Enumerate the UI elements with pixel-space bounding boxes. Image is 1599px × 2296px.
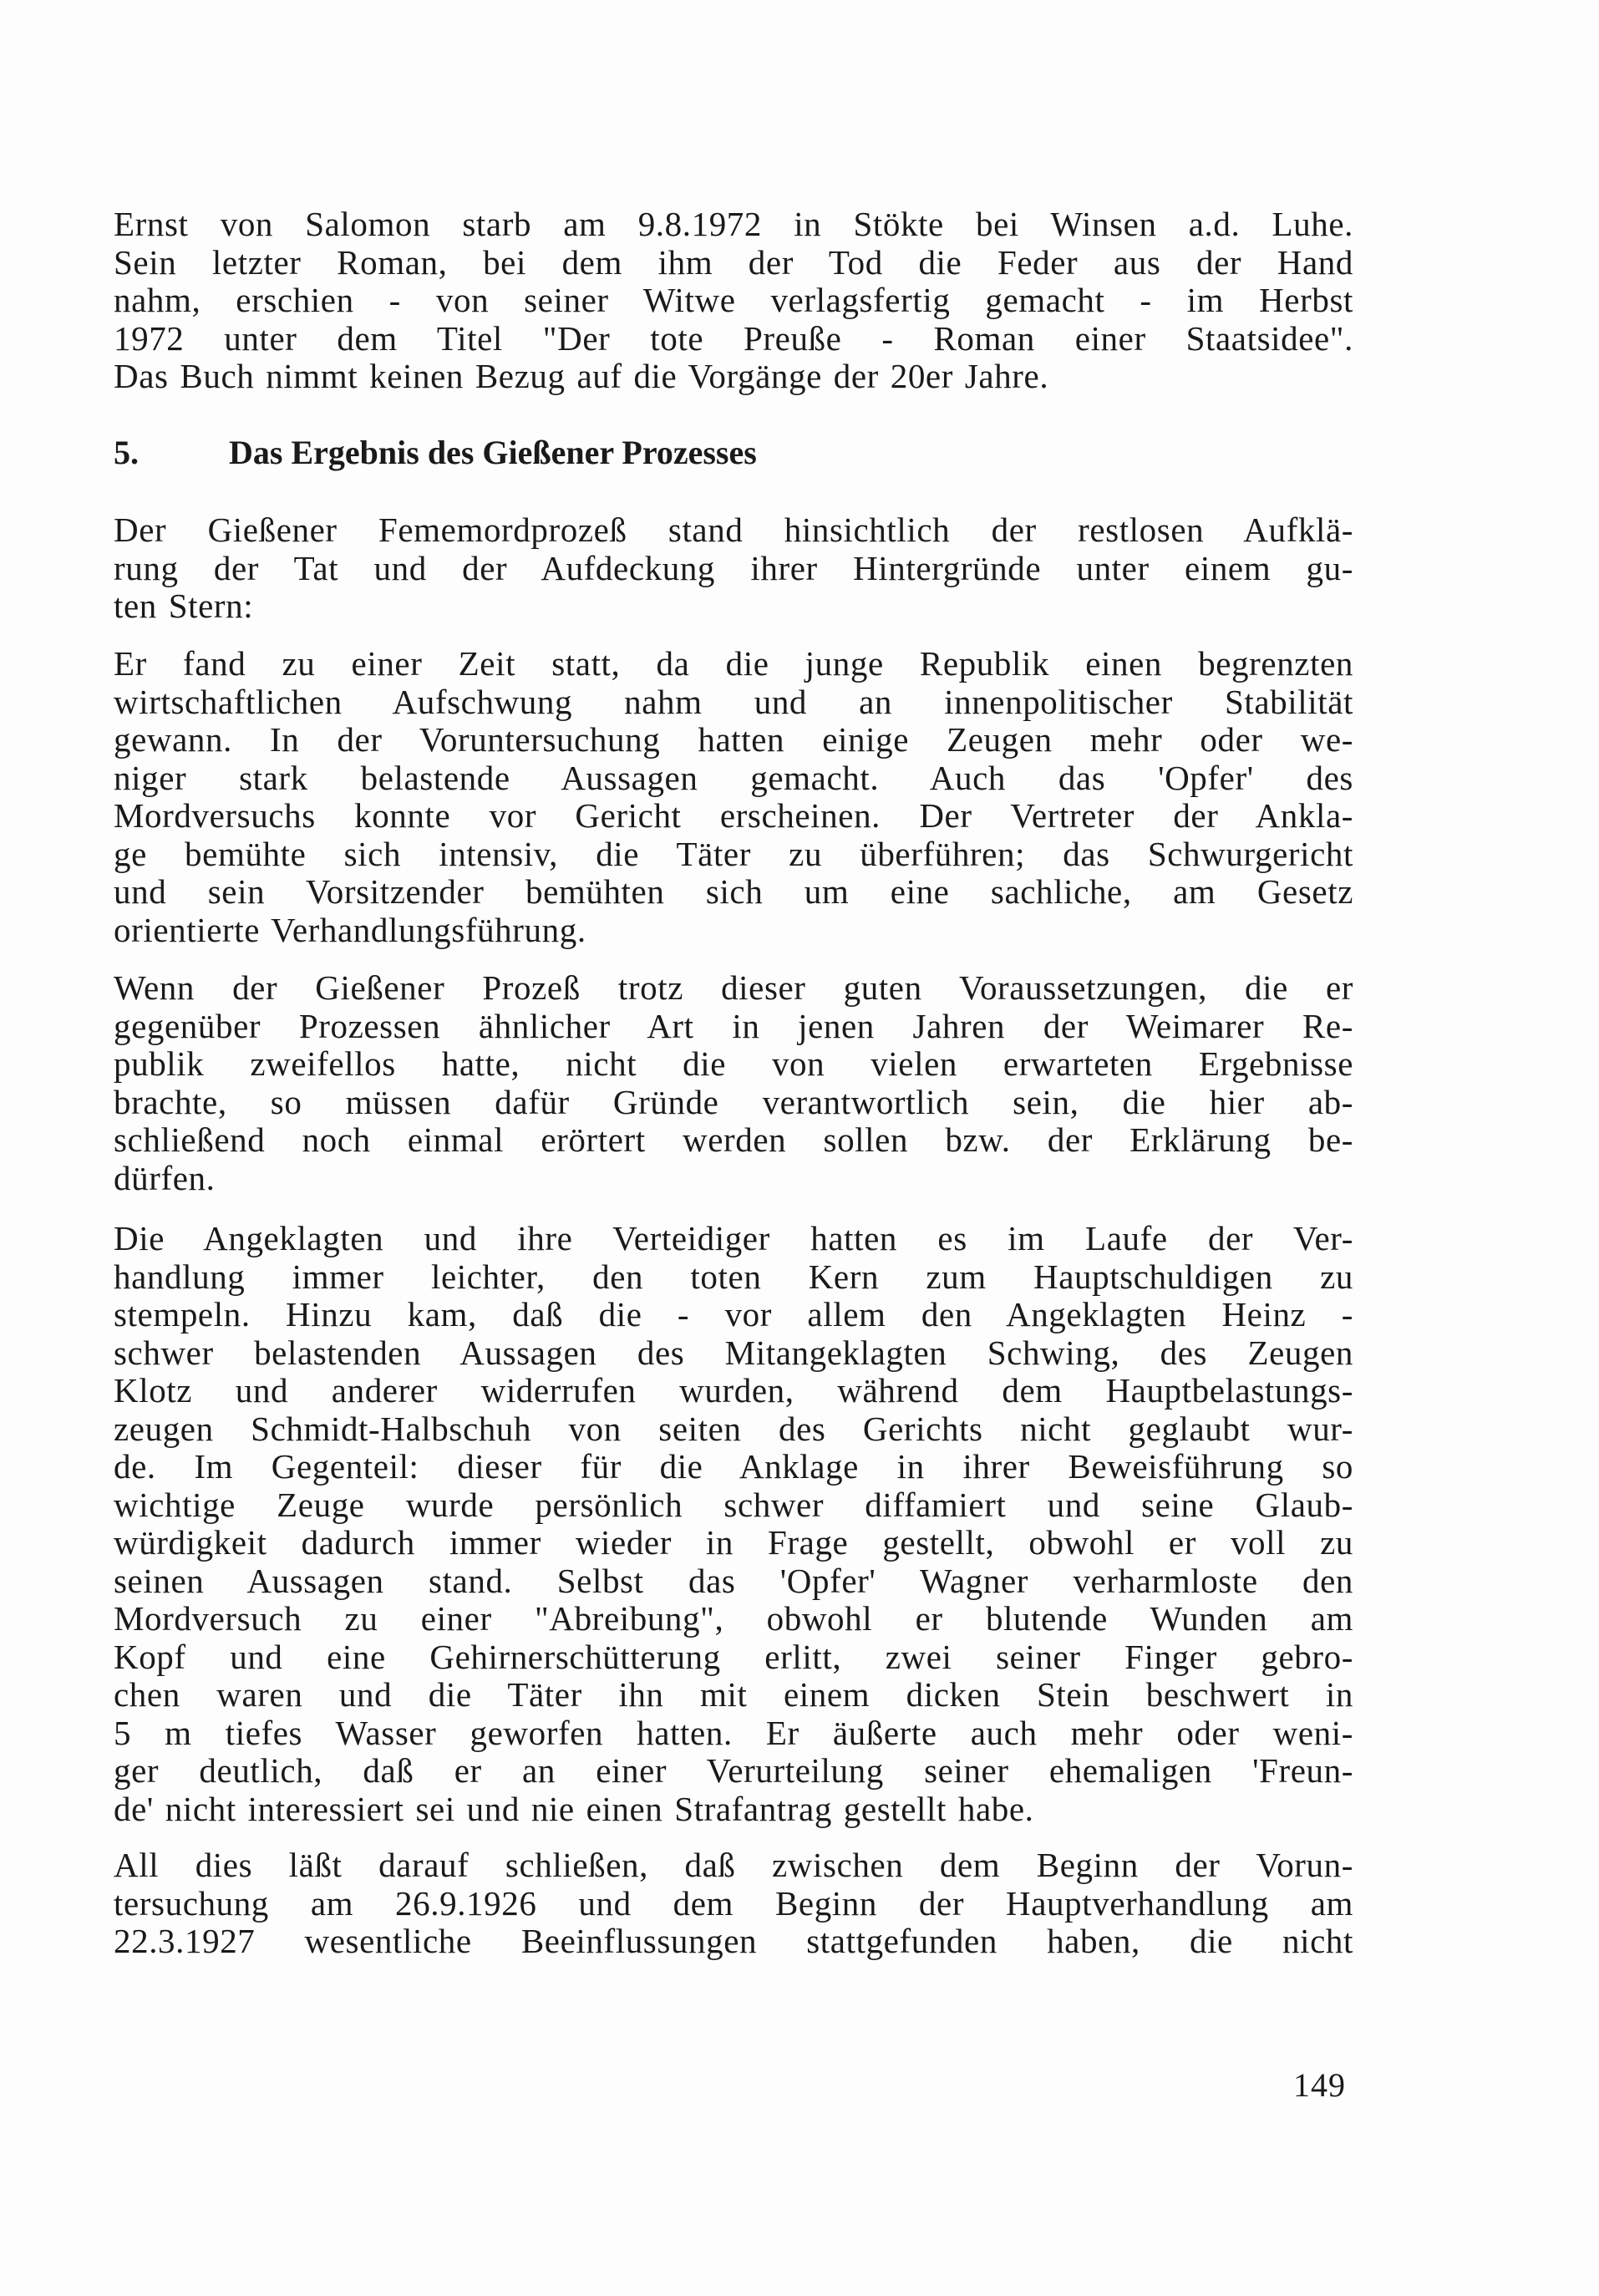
- text-line: schließend noch einmal erörtert werden sollen bzw. der Erklärung be-: [114, 1121, 1353, 1159]
- text-line: chen waren und die Täter ihn mit einem dicken Stein beschwert in: [114, 1676, 1353, 1714]
- text-line: 1972 unter dem Titel "Der tote Preuße - Roman einer Staatsidee".: [114, 319, 1353, 358]
- text-line: gegenüber Prozessen ähnlicher Art in jenen Jahren der Weimarer Re-: [114, 1007, 1353, 1045]
- text-line: ge bemühte sich intensiv, die Täter zu überführen; das Schwurgericht: [114, 835, 1353, 873]
- text-line: wirtschaftlichen Aufschwung nahm und an innenpolitischer Stabilität: [114, 683, 1353, 721]
- text-line: Ernst von Salomon starb am 9.8.1972 in Stökte bei Winsen a.d. Luhe.: [114, 206, 1353, 243]
- text-line: brachte, so müssen dafür Gründe verantwortlich sein, die hier ab-: [114, 1083, 1353, 1121]
- paragraph-intro: [114, 206, 1353, 396]
- text-line: und sein Vorsitzender bemühten sich um eine sachliche, am Gesetz: [114, 873, 1353, 911]
- text-line: Kopf und eine Gehirnerschütterung erlitt, zwei seiner Finger gebro-: [114, 1638, 1353, 1676]
- text-line: Das Buch nimmt keinen Bezug auf die Vorgänge der 20er Jahre.: [114, 358, 1049, 395]
- paragraph-3: [114, 969, 1353, 1197]
- text-line: schwer belastenden Aussagen des Mitangeklagten Schwing, des Zeugen: [114, 1333, 1353, 1372]
- text-line: seinen Aussagen stand. Selbst das 'Opfer' Wagner verharmloste den: [114, 1562, 1353, 1600]
- text-line: stempeln. Hinzu kam, daß die - vor allem den Angeklagten Heinz -: [114, 1296, 1353, 1333]
- text-line: de. Im Gegenteil: dieser für die Anklage in ihrer Beweisführung so: [114, 1448, 1353, 1486]
- text-line: nahm, erschien - von seiner Witwe verlagsfertig gemacht - im Herbst: [114, 282, 1353, 319]
- text-line: zeugen Schmidt-Halbschuh von seiten des Gerichts nicht geglaubt wur-: [114, 1410, 1353, 1448]
- text-line: dürfen.: [114, 1159, 216, 1197]
- section-heading: [114, 433, 757, 473]
- text-line: publik zweifellos hatte, nicht die von vielen erwarteten Ergebnisse: [114, 1045, 1353, 1083]
- text-line: 5 m tiefes Wasser geworfen hatten. Er äußerte auch mehr oder weni-: [114, 1714, 1353, 1752]
- page-number: 149: [1293, 2066, 1346, 2104]
- paragraph-5: [114, 1846, 1353, 1961]
- text-line: würdigkeit dadurch immer wieder in Frage gestellt, obwohl er voll zu: [114, 1524, 1353, 1562]
- text-line: Klotz und anderer widerrufen wurden, während dem Hauptbelastungs-: [114, 1372, 1353, 1410]
- text-line: 22.3.1927 wesentliche Beeinflussungen stattgefunden haben, die nicht: [114, 1923, 1353, 1960]
- text-line: Mordversuchs konnte vor Gericht erscheinen. Der Vertreter der Ankla-: [114, 797, 1353, 835]
- text-line: All dies läßt darauf schließen, daß zwischen dem Beginn der Vorun-: [114, 1846, 1353, 1884]
- paragraph-4: [114, 1220, 1353, 1828]
- text-line: Er fand zu einer Zeit statt, da die junge Republik einen begrenzten: [114, 645, 1353, 683]
- text-line: Mordversuch zu einer "Abreibung", obwohl er blutende Wunden am: [114, 1600, 1353, 1638]
- section-number: 5.: [114, 434, 139, 471]
- text-line: handlung immer leichter, den toten Kern zum Hauptschuldigen zu: [114, 1257, 1353, 1296]
- text-line: de' nicht interessiert sei und nie einen Strafantrag gestellt habe.: [114, 1790, 1034, 1828]
- paragraph-2: [114, 645, 1353, 949]
- text-line: Die Angeklagten und ihre Verteidiger hatten es im Laufe der Ver-: [114, 1220, 1353, 1257]
- text-line: wichtige Zeuge wurde persönlich schwer diffamiert und seine Glaub-: [114, 1486, 1353, 1524]
- text-line: niger stark belastende Aussagen gemacht. Auch das 'Opfer' des: [114, 759, 1353, 797]
- text-line: gewann. In der Voruntersuchung hatten einige Zeugen mehr oder we-: [114, 721, 1353, 759]
- text-line: Der Gießener Fememordprozeß stand hinsichtlich der restlosen Aufklä-: [114, 511, 1353, 549]
- paragraph-1: [114, 511, 1353, 626]
- text-line: orientierte Verhandlungsführung.: [114, 911, 586, 949]
- section-title: Das Ergebnis des Gießener Prozesses: [229, 434, 757, 471]
- text-line: Wenn der Gießener Prozeß trotz dieser guten Voraussetzungen, die er: [114, 969, 1353, 1007]
- text-line: ten Stern:: [114, 587, 254, 625]
- text-line: Sein letzter Roman, bei dem ihm der Tod die Feder aus der Hand: [114, 243, 1353, 282]
- text-line: tersuchung am 26.9.1926 und dem Beginn der Hauptverhandlung am: [114, 1884, 1353, 1923]
- text-line: ger deutlich, daß er an einer Verurteilung seiner ehemaligen 'Freun-: [114, 1752, 1353, 1790]
- text-line: rung der Tat und der Aufdeckung ihrer Hintergründe unter einem gu-: [114, 549, 1353, 587]
